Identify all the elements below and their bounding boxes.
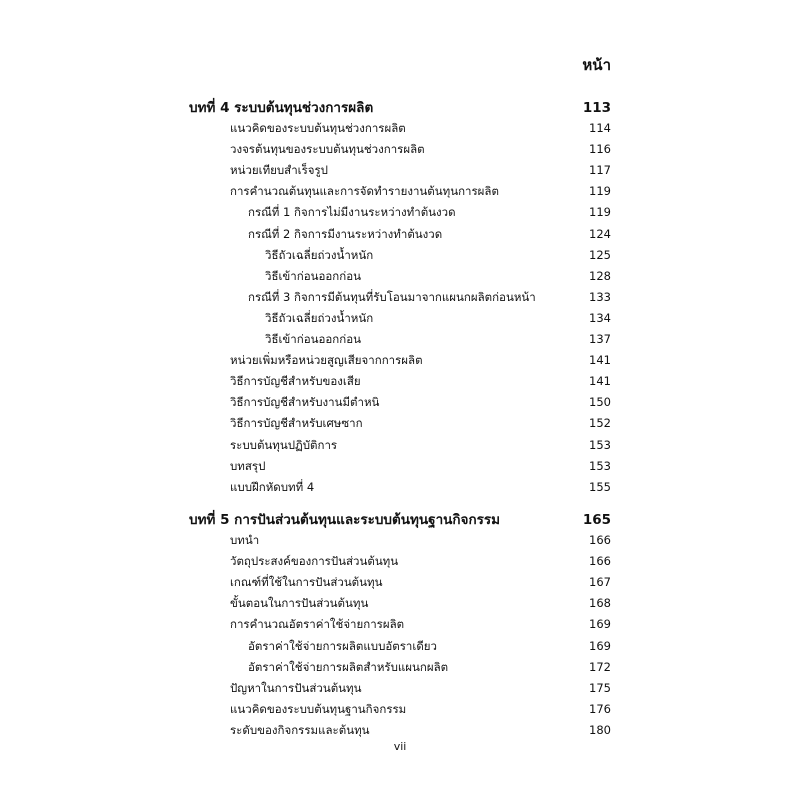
toc-entry <box>0 572 800 593</box>
chapter-page-number: 165 <box>582 512 611 528</box>
toc-entry-label: กรณีที่ 1 กิจการไม่มีงานระหว่างทำต้นงวด <box>248 205 456 220</box>
toc-entry-label: วิธีการบัญชีสำหรับของเสีย <box>230 374 361 389</box>
toc-entry-label: วิธีการบัญชีสำหรับเศษซาก <box>230 416 363 431</box>
toc-entry-label: การคำนวณอัตราค่าใช้จ่ายการผลิต <box>230 617 405 632</box>
toc-entry <box>0 245 800 266</box>
toc-entry-page-number: 169 <box>589 638 611 653</box>
page-column-header: หน้า <box>582 56 611 74</box>
toc-entry-page-number: 124 <box>589 226 611 241</box>
toc-entry <box>0 371 800 392</box>
toc-entry-page-number: 134 <box>589 310 611 325</box>
toc-entry-label: วงจรต้นทุนของระบบต้นทุนช่วงการผลิต <box>230 142 425 157</box>
toc-entry <box>0 392 800 413</box>
toc-entry <box>0 678 800 699</box>
toc-entry <box>0 224 800 245</box>
page-number-footer: vii <box>393 740 407 753</box>
toc-entry-page-number: 155 <box>589 479 611 494</box>
chapter-heading <box>0 96 800 120</box>
toc-entry-label: ระดับของกิจกรรมและต้นทุน <box>230 722 370 737</box>
toc-entry <box>0 551 800 572</box>
chapter-title: บทที่ 4 ระบบต้นทุนช่วงการผลิต <box>189 100 374 116</box>
toc-entry-label: เกณฑ์ที่ใช้ในการปันส่วนต้นทุน <box>230 575 383 590</box>
toc-entry-page-number: 176 <box>589 701 611 716</box>
toc-entry-label: กรณีที่ 3 กิจการมีต้นทุนที่รับโอนมาจากแผนกผลิตก่อนหน้า <box>248 289 536 304</box>
toc-entry <box>0 614 800 635</box>
toc-entry <box>0 139 800 160</box>
toc-entry-label: วิธีเข้าก่อนออกก่อน <box>265 268 361 283</box>
toc-entry <box>0 413 800 434</box>
toc-entry-page-number: 180 <box>589 722 611 737</box>
toc-entry-page-number: 175 <box>589 680 611 695</box>
toc-entry-page-number: 152 <box>589 416 611 431</box>
toc-entry <box>0 181 800 202</box>
toc-entry <box>0 118 800 139</box>
toc-entry-page-number: 168 <box>589 596 611 611</box>
toc-entry-page-number: 153 <box>589 458 611 473</box>
chapter-title: บทที่ 5 การปันส่วนต้นทุนและระบบต้นทุนฐานกิจกรรม <box>189 512 501 528</box>
toc-entry-label: บทนำ <box>230 533 260 547</box>
toc-entry <box>0 530 800 551</box>
toc-entry-page-number: 153 <box>589 437 611 452</box>
toc-entry <box>0 308 800 329</box>
toc-entry-label: ปัญหาในการปันส่วนต้นทุน <box>230 680 362 695</box>
toc-entry-label: อัตราค่าใช้จ่ายการผลิตแบบอัตราเดียว <box>248 638 437 653</box>
toc-entry-label: วิธีการบัญชีสำหรับงานมีตำหนิ <box>230 395 380 410</box>
toc-entry-page-number: 169 <box>589 617 611 632</box>
toc-entry-page-number: 116 <box>589 142 611 157</box>
toc-entry-label: ขั้นตอนในการปันส่วนต้นทุน <box>230 596 369 611</box>
toc-entry-label: วิธีถัวเฉลี่ยถ่วงน้ำหนัก <box>265 310 374 325</box>
toc-entry-page-number: 166 <box>589 533 611 547</box>
toc-entry-label: หน่วยเพิ่มหรือหน่วยสูญเสียจากการผลิต <box>230 353 423 368</box>
toc-entry <box>0 636 800 657</box>
chapter-heading <box>0 508 800 532</box>
toc-entry-page-number: 172 <box>589 659 611 674</box>
toc-entry <box>0 720 800 741</box>
toc-entry-page-number: 119 <box>589 205 611 220</box>
toc-entry-page-number: 166 <box>589 554 611 569</box>
toc-entry <box>0 202 800 223</box>
toc-entry <box>0 477 800 498</box>
toc-entry-page-number: 133 <box>589 289 611 304</box>
toc-entry-page-number: 117 <box>589 163 611 178</box>
toc-entry-label: ระบบต้นทุนปฏิบัติการ <box>230 437 338 452</box>
toc-entry-label: แนวคิดของระบบต้นทุนฐานกิจกรรม <box>230 701 407 716</box>
toc-entry-label: แบบฝึกหัดบทที่ 4 <box>230 479 315 494</box>
toc-entry-label: วิธีเข้าก่อนออกก่อน <box>265 332 361 346</box>
toc-entry-page-number: 114 <box>589 121 611 135</box>
toc-entry-label: อัตราค่าใช้จ่ายการผลิตสำหรับแผนกผลิต <box>248 659 449 674</box>
toc-entry <box>0 699 800 720</box>
toc-entry-page-number: 141 <box>589 353 611 368</box>
toc-entry <box>0 160 800 181</box>
toc-entry <box>0 329 800 350</box>
chapter-page-number: 113 <box>582 100 611 116</box>
toc-entry-label: วิธีถัวเฉลี่ยถ่วงน้ำหนัก <box>265 247 374 262</box>
toc-entry-label: แนวคิดของระบบต้นทุนช่วงการผลิต <box>230 121 406 135</box>
toc-entry <box>0 266 800 287</box>
toc-entry-page-number: 137 <box>589 332 611 346</box>
toc-entry-page-number: 141 <box>589 374 611 389</box>
toc-entry <box>0 350 800 371</box>
toc-entry <box>0 435 800 456</box>
toc-entry-label: กรณีที่ 2 กิจการมีงานระหว่างทำต้นงวด <box>248 226 443 241</box>
toc-entry-label: การคำนวณต้นทุนและการจัดทำรายงานต้นทุนการผลิต <box>230 184 499 199</box>
toc-entry-page-number: 128 <box>589 268 611 283</box>
toc-entry <box>0 456 800 477</box>
toc-entry-label: วัตถุประสงค์ของการปันส่วนต้นทุน <box>230 554 399 569</box>
toc-entry-page-number: 119 <box>589 184 611 199</box>
toc-entry-page-number: 125 <box>589 247 611 262</box>
toc-entry <box>0 287 800 308</box>
toc-entry-label: บทสรุป <box>230 458 266 473</box>
toc-entry-page-number: 150 <box>589 395 611 410</box>
toc-entry <box>0 657 800 678</box>
toc-entry-page-number: 167 <box>589 575 611 590</box>
toc-entry <box>0 593 800 614</box>
toc-entry-label: หน่วยเทียบสำเร็จรูป <box>230 163 328 178</box>
